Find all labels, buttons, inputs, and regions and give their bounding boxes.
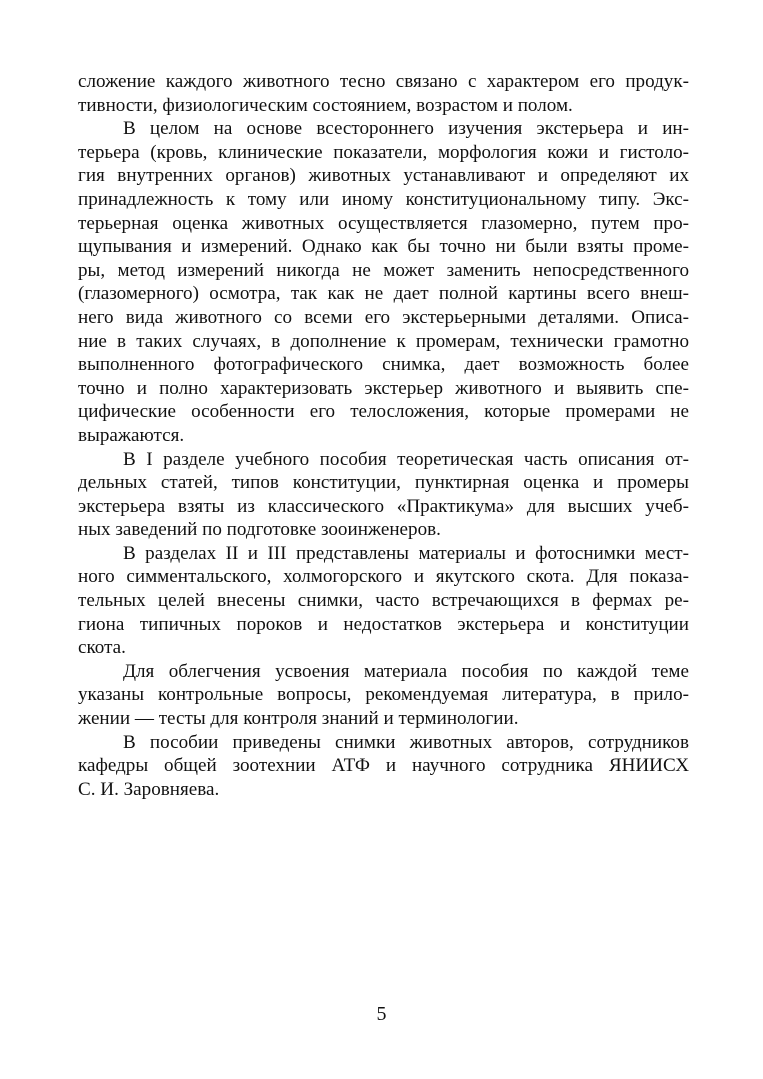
text-line: терьерная оценка животных осуществляется глазомерно, путем про- (78, 212, 689, 234)
paragraph-1 (78, 70, 689, 117)
text-line: выполненного фотографического снимка, дает возможность более (78, 354, 689, 376)
text-line: тивности, физиологическим состоянием, возрастом и полом. (78, 94, 573, 116)
paragraph-3 (78, 448, 689, 542)
text-line: экстерьера взяты из классического «Практикума» для высших учеб- (78, 495, 689, 517)
text-line: С. И. Заровняева. (78, 778, 220, 800)
text-line: ние в таких случаях, в дополнение к промерам, технически грамотно (78, 330, 689, 352)
paragraph-6 (78, 731, 689, 802)
text-line: ры, метод измерений никогда не может заменить непосредственного (78, 259, 689, 281)
text-line: тельных целей внесены снимки, часто встречающихся в фермах ре- (78, 590, 689, 612)
paragraph-5 (78, 660, 689, 731)
text-line: кафедры общей зоотехнии АТФ и научного сотрудника ЯНИИСХ (78, 755, 689, 777)
text-line: точно и полно характеризовать экстерьер животного и выявить спе- (78, 377, 689, 399)
text-line: терьера (кровь, клинические показатели, морфология кожи и гистоло- (78, 141, 689, 163)
page-number: 5 (376, 1003, 387, 1025)
text-line: цифические особенности его телосложения, которые промерами не (78, 401, 689, 423)
text-line: В разделах II и III представлены материалы и фотоснимки мест- (123, 542, 689, 564)
text-line: жении — тесты для контроля знаний и терминологии. (78, 708, 519, 730)
text-line: гиона типичных пороков и недостатков экстерьера и конституции (78, 613, 689, 635)
text-line: принадлежность к тому или иному конституциональному типу. Экс- (78, 188, 689, 210)
text-line: В пособии приведены снимки животных авторов, сотрудников (123, 731, 689, 753)
text-line: В I разделе учебного пособия теоретическая часть описания от- (123, 448, 689, 470)
document-body (78, 70, 689, 801)
text-line: Для облегчения усвоения материала пособия по каждой теме (123, 660, 689, 682)
text-line: него вида животного со всеми его экстерьерными деталями. Описа- (78, 306, 689, 328)
text-line: скота. (78, 637, 126, 659)
text-line: ных заведений по подготовке зооинженеров. (78, 519, 441, 541)
text-line: сложение каждого животного тесно связано с характером его продук- (78, 71, 689, 92)
text-line: (глазомерного) осмотра, так как не дает полной картины всего внеш- (78, 283, 689, 305)
text-line: указаны контрольные вопросы, рекомендуемая литература, в прило- (78, 684, 689, 706)
text-line: гия внутренних органов) животных устанавливают и определяют их (78, 165, 689, 187)
paragraph-4 (78, 542, 689, 660)
text-line: выражаются. (78, 424, 185, 446)
paragraph-2 (78, 117, 689, 447)
text-line: дельных статей, типов конституции, пунктирная оценка и промеры (78, 472, 689, 494)
text-line: щупывания и измерений. Однако как бы точно ни были взяты проме- (78, 236, 689, 258)
text-line: ного симментальского, холмогорского и якутского скота. Для показа- (78, 566, 689, 588)
text-line: В целом на основе всестороннего изучения экстерьера и ин- (123, 118, 689, 140)
